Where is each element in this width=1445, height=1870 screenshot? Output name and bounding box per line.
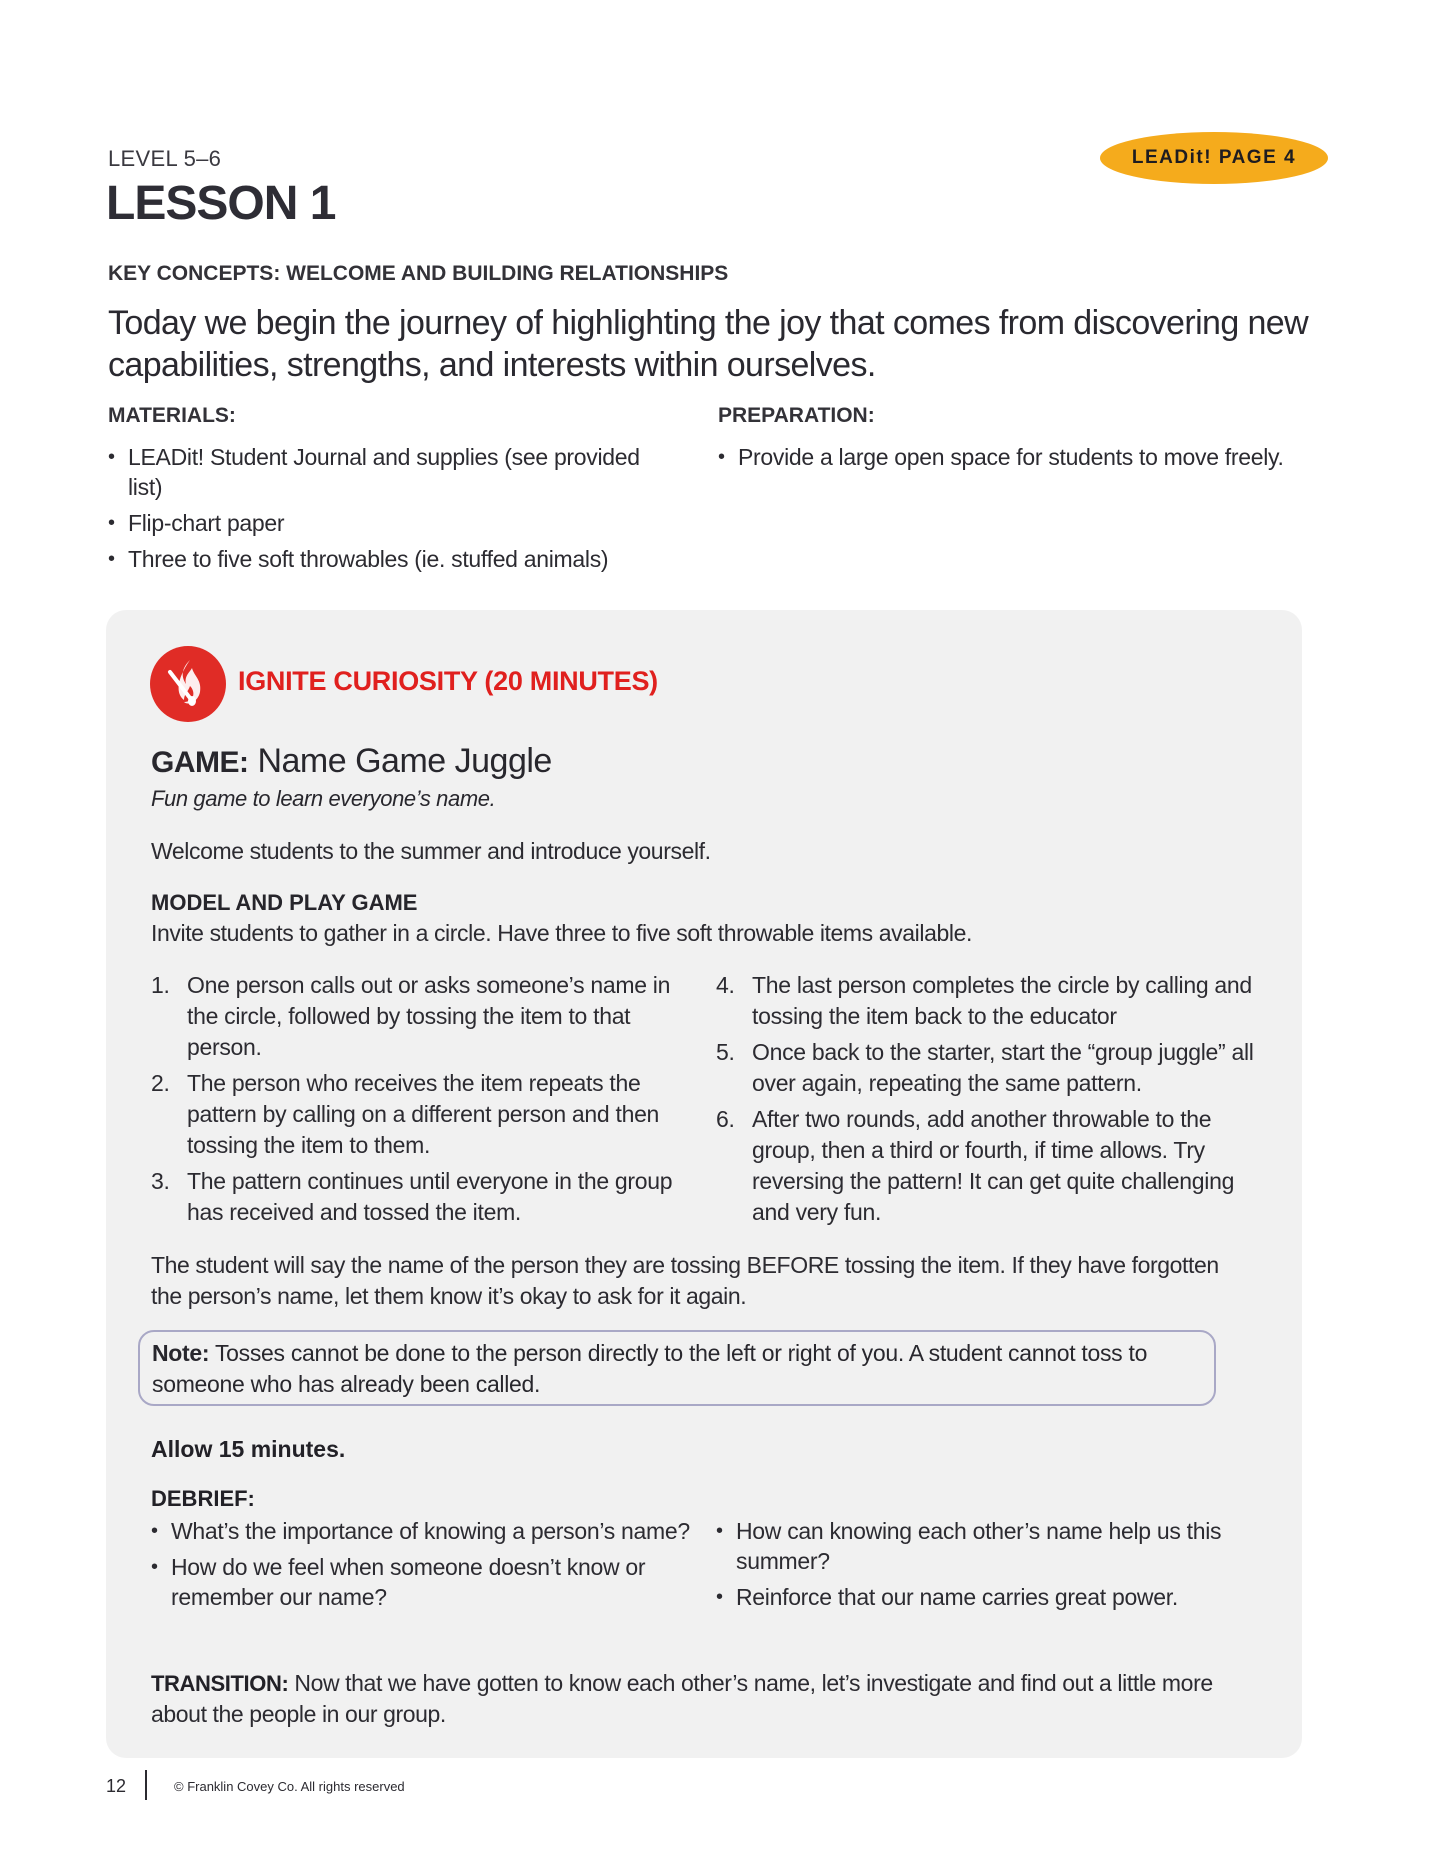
intro-text: Today we begin the journey of highlighting the joy that comes from discovering new capabilities, strengths, and interests within ourselves.	[108, 304, 1309, 384]
step-item	[151, 970, 691, 1063]
steps-list-left	[151, 970, 691, 1233]
step-text: After two rounds, add another throwable to the group, then a third or fourth, if time allows. Try reversing the pattern! It can get quite challenging and very fun.	[752, 1106, 1235, 1225]
game-name: Name Game Juggle	[257, 742, 552, 780]
level-label: LEVEL 5–6	[108, 146, 222, 171]
list-item: • How do we feel when someone doesn’t know or remember our name?	[151, 1552, 691, 1612]
game-label: GAME:	[151, 746, 249, 779]
model-text: Invite students to gather in a circle. Have three to five soft throwable items available.	[151, 920, 972, 946]
note-text: Tosses cannot be done to the person directly to the left or right of you. A student cannot toss to someone who has already been called.	[152, 1340, 1148, 1397]
list-item: • What’s the importance of knowing a person’s name?	[151, 1516, 691, 1546]
allow-time: Allow 15 minutes.	[151, 1436, 346, 1462]
match-flame-icon	[150, 646, 226, 722]
lesson-title: LESSON 1	[106, 177, 336, 230]
step-number: 2.	[151, 1070, 170, 1096]
step-number: 6.	[716, 1106, 735, 1132]
debrief-list-left	[151, 1516, 691, 1618]
preparation-heading: PREPARATION:	[718, 404, 875, 427]
game-subtitle: Fun game to learn everyone’s name.	[151, 786, 496, 811]
steps-list-right	[716, 970, 1256, 1233]
list-item: • Three to five soft throwables (ie. stuffed animals)	[108, 544, 668, 574]
page-number: 12	[106, 1776, 127, 1796]
welcome-text: Welcome students to the summer and introduce yourself.	[151, 838, 711, 864]
step-text: One person calls out or asks someone’s name in the circle, followed by tossing the item to that person.	[187, 972, 671, 1060]
step-item	[151, 1068, 691, 1161]
student-instructions: The student will say the name of the person they are tossing BEFORE tossing the item. If they have forgotten the person’s name, let them know it’s okay to ask for it again.	[151, 1252, 1219, 1309]
transition-body: Now that we have gotten to know each other’s name, let’s investigate and find out a little more about the people in our group.	[151, 1670, 1213, 1727]
transition-text	[151, 1668, 1251, 1730]
model-heading: MODEL AND PLAY GAME	[151, 890, 418, 915]
debrief-list-right	[716, 1516, 1256, 1618]
step-item	[151, 1166, 691, 1228]
step-text: Once back to the starter, start the “group juggle” all over again, repeating the same pattern.	[752, 1039, 1254, 1096]
list-item: • LEADit! Student Journal and supplies (see provided list)	[108, 442, 668, 502]
step-item	[716, 1104, 1256, 1228]
game-title	[151, 742, 552, 781]
materials-list	[108, 442, 668, 580]
footer-divider	[145, 1770, 147, 1800]
section-title: IGNITE CURIOSITY (20 MINUTES)	[238, 666, 658, 696]
step-text: The last person completes the circle by calling and tossing the item back to the educator	[752, 972, 1252, 1029]
key-concepts-heading: KEY CONCEPTS: WELCOME AND BUILDING RELATIONSHIPS	[108, 262, 729, 285]
transition-label: TRANSITION:	[151, 1671, 289, 1696]
step-number: 5.	[716, 1039, 735, 1065]
step-item	[716, 1037, 1256, 1099]
step-text: The pattern continues until everyone in the group has received and tossed the item.	[187, 1168, 673, 1225]
step-number: 1.	[151, 972, 170, 998]
note-box	[138, 1330, 1216, 1406]
list-item: • How can knowing each other’s name help us this summer?	[716, 1516, 1256, 1576]
debrief-heading: DEBRIEF:	[151, 1486, 255, 1511]
step-number: 3.	[151, 1168, 170, 1194]
step-number: 4.	[716, 972, 735, 998]
materials-heading: MATERIALS:	[108, 404, 236, 427]
preparation-list	[718, 442, 1338, 478]
copyright: © Franklin Covey Co. All rights reserved	[174, 1779, 405, 1794]
list-item: • Provide a large open space for students to move freely.	[718, 442, 1338, 472]
step-item	[716, 970, 1256, 1032]
list-item: • Flip-chart paper	[108, 508, 668, 538]
list-item: • Reinforce that our name carries great power.	[716, 1582, 1256, 1612]
leadit-page-badge: LEADit! PAGE 4	[1100, 132, 1328, 184]
note-label: Note:	[152, 1340, 210, 1366]
step-text: The person who receives the item repeats the pattern by calling on a different person and then tossing the item to them.	[187, 1070, 660, 1158]
